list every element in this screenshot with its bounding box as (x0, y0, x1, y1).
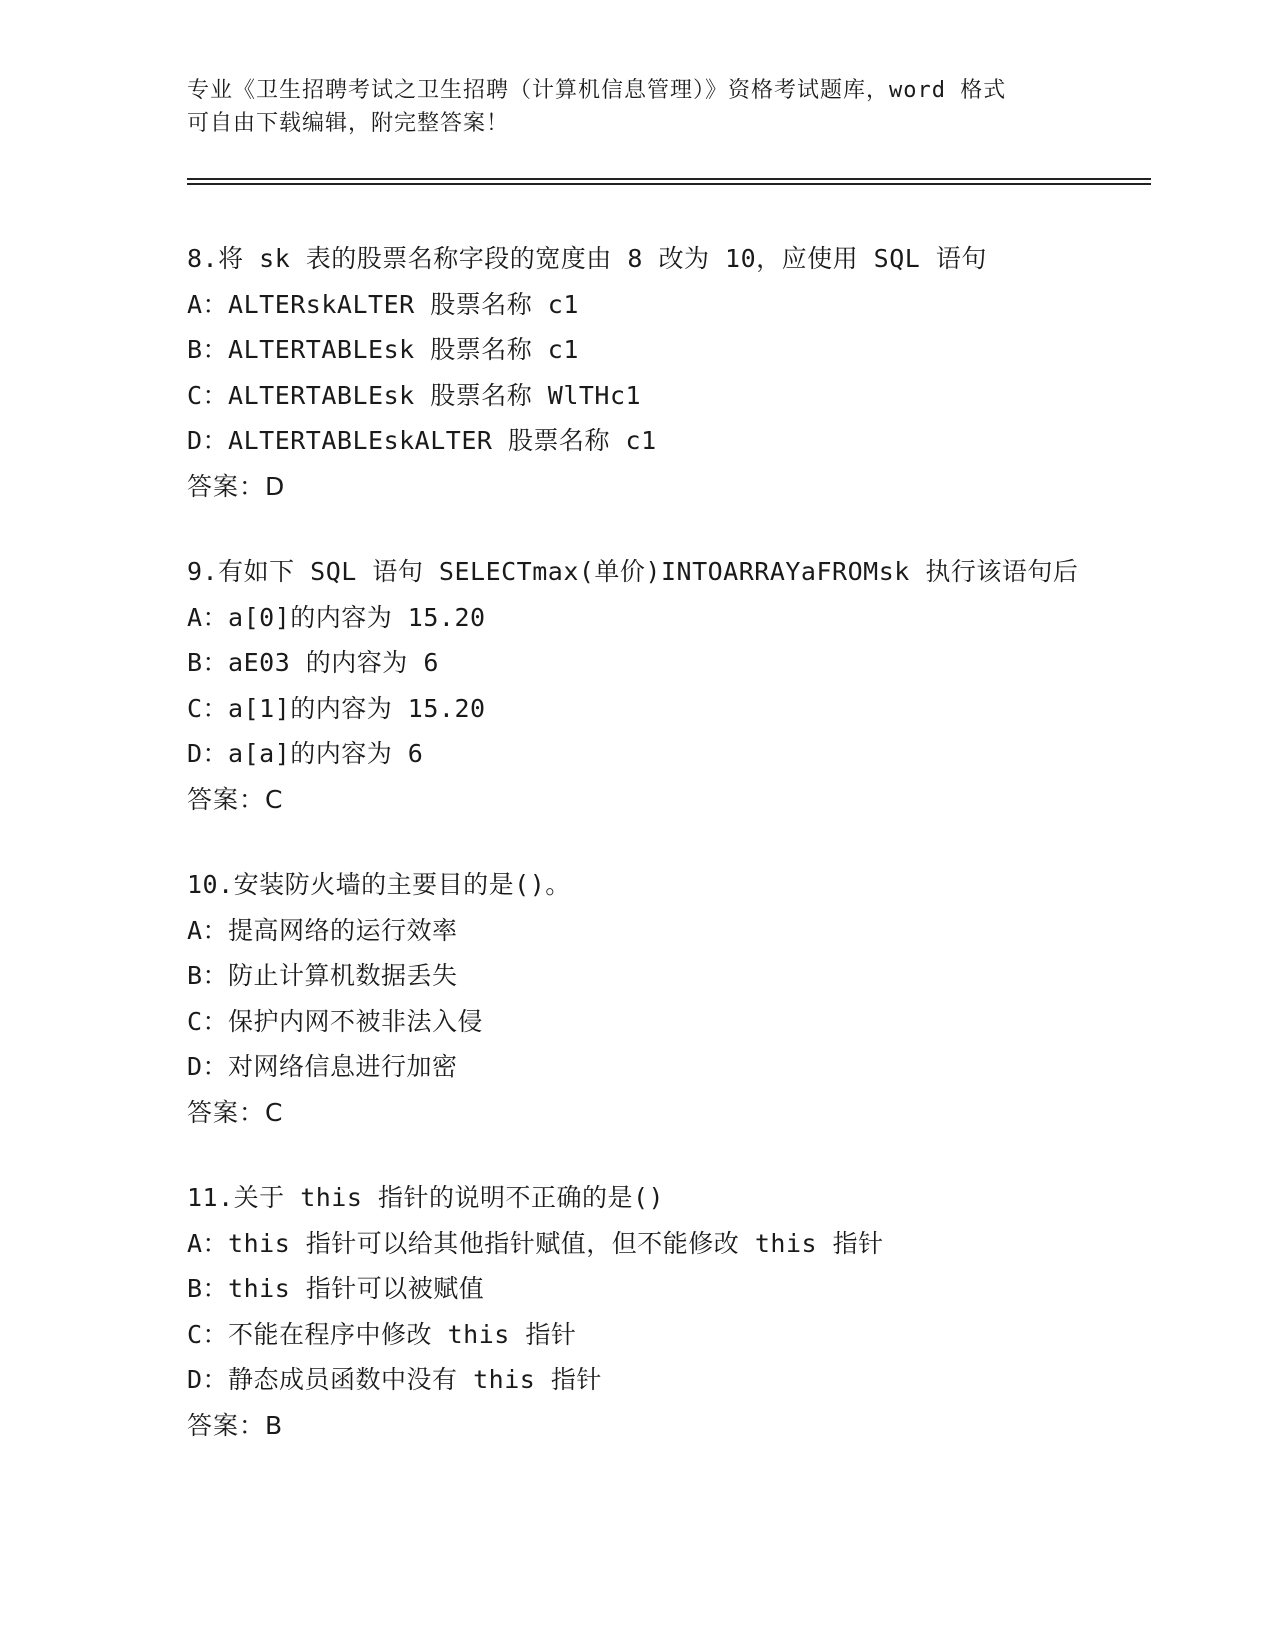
option-b: B：ALTERTABLEsk 股票名称 c1 (187, 335, 579, 364)
option-c: C：a[1]的内容为 15.20 (187, 693, 486, 723)
option-c: C：不能在程序中修改 this 指针 (187, 1319, 577, 1349)
option-d: D：ALTERTABLEskALTER 股票名称 c1 (187, 426, 657, 455)
question-stem: 8.将 sk 表的股票名称字段的宽度由 8 改为 10，应使用 SQL 语句 (187, 244, 987, 273)
question-list (187, 236, 1167, 1488)
answer-line: 答案：C (187, 1097, 284, 1127)
option-a: A：a[0]的内容为 15.20 (187, 602, 486, 632)
header-line-2: 可自由下载编辑，附完整答案！ (187, 111, 510, 136)
document-header (187, 74, 1087, 140)
answer-line: 答案：B (187, 1410, 284, 1440)
header-rule-top (187, 178, 1151, 180)
header-line-1: 专业《卫生招聘考试之卫生招聘（计算机信息管理）》资格考试题库，word 格式 (187, 78, 1007, 103)
option-b: B：aE03 的内容为 6 (187, 648, 439, 677)
question-9 (187, 549, 1167, 822)
answer-line: 答案：C (187, 784, 284, 814)
option-b: B：this 指针可以被赋值 (187, 1274, 485, 1303)
option-c: C：保护内网不被非法入侵 (187, 1006, 484, 1036)
question-stem: 9.有如下 SQL 语句 SELECTmax(单价)INTOARRAYaFROMsk 执行该语句后 (187, 557, 1079, 586)
header-rule-bottom (187, 183, 1151, 185)
option-c: C：ALTERTABLEsk 股票名称 WlTHc1 (187, 380, 642, 410)
question-10 (187, 862, 1167, 1135)
question-stem: 10.安装防火墙的主要目的是()。 (187, 870, 571, 899)
option-d: D：对网络信息进行加密 (187, 1052, 458, 1081)
question-8 (187, 236, 1167, 509)
answer-line: 答案：D (187, 471, 286, 501)
question-stem: 11.关于 this 指针的说明不正确的是() (187, 1183, 665, 1212)
option-a: A：this 指针可以给其他指针赋值，但不能修改 this 指针 (187, 1228, 884, 1258)
question-11 (187, 1175, 1167, 1448)
option-a: A：提高网络的运行效率 (187, 915, 458, 945)
option-b: B：防止计算机数据丢失 (187, 961, 458, 990)
option-a: A：ALTERskALTER 股票名称 c1 (187, 289, 579, 319)
option-d: D：a[a]的内容为 6 (187, 739, 424, 768)
option-d: D：静态成员函数中没有 this 指针 (187, 1365, 602, 1394)
